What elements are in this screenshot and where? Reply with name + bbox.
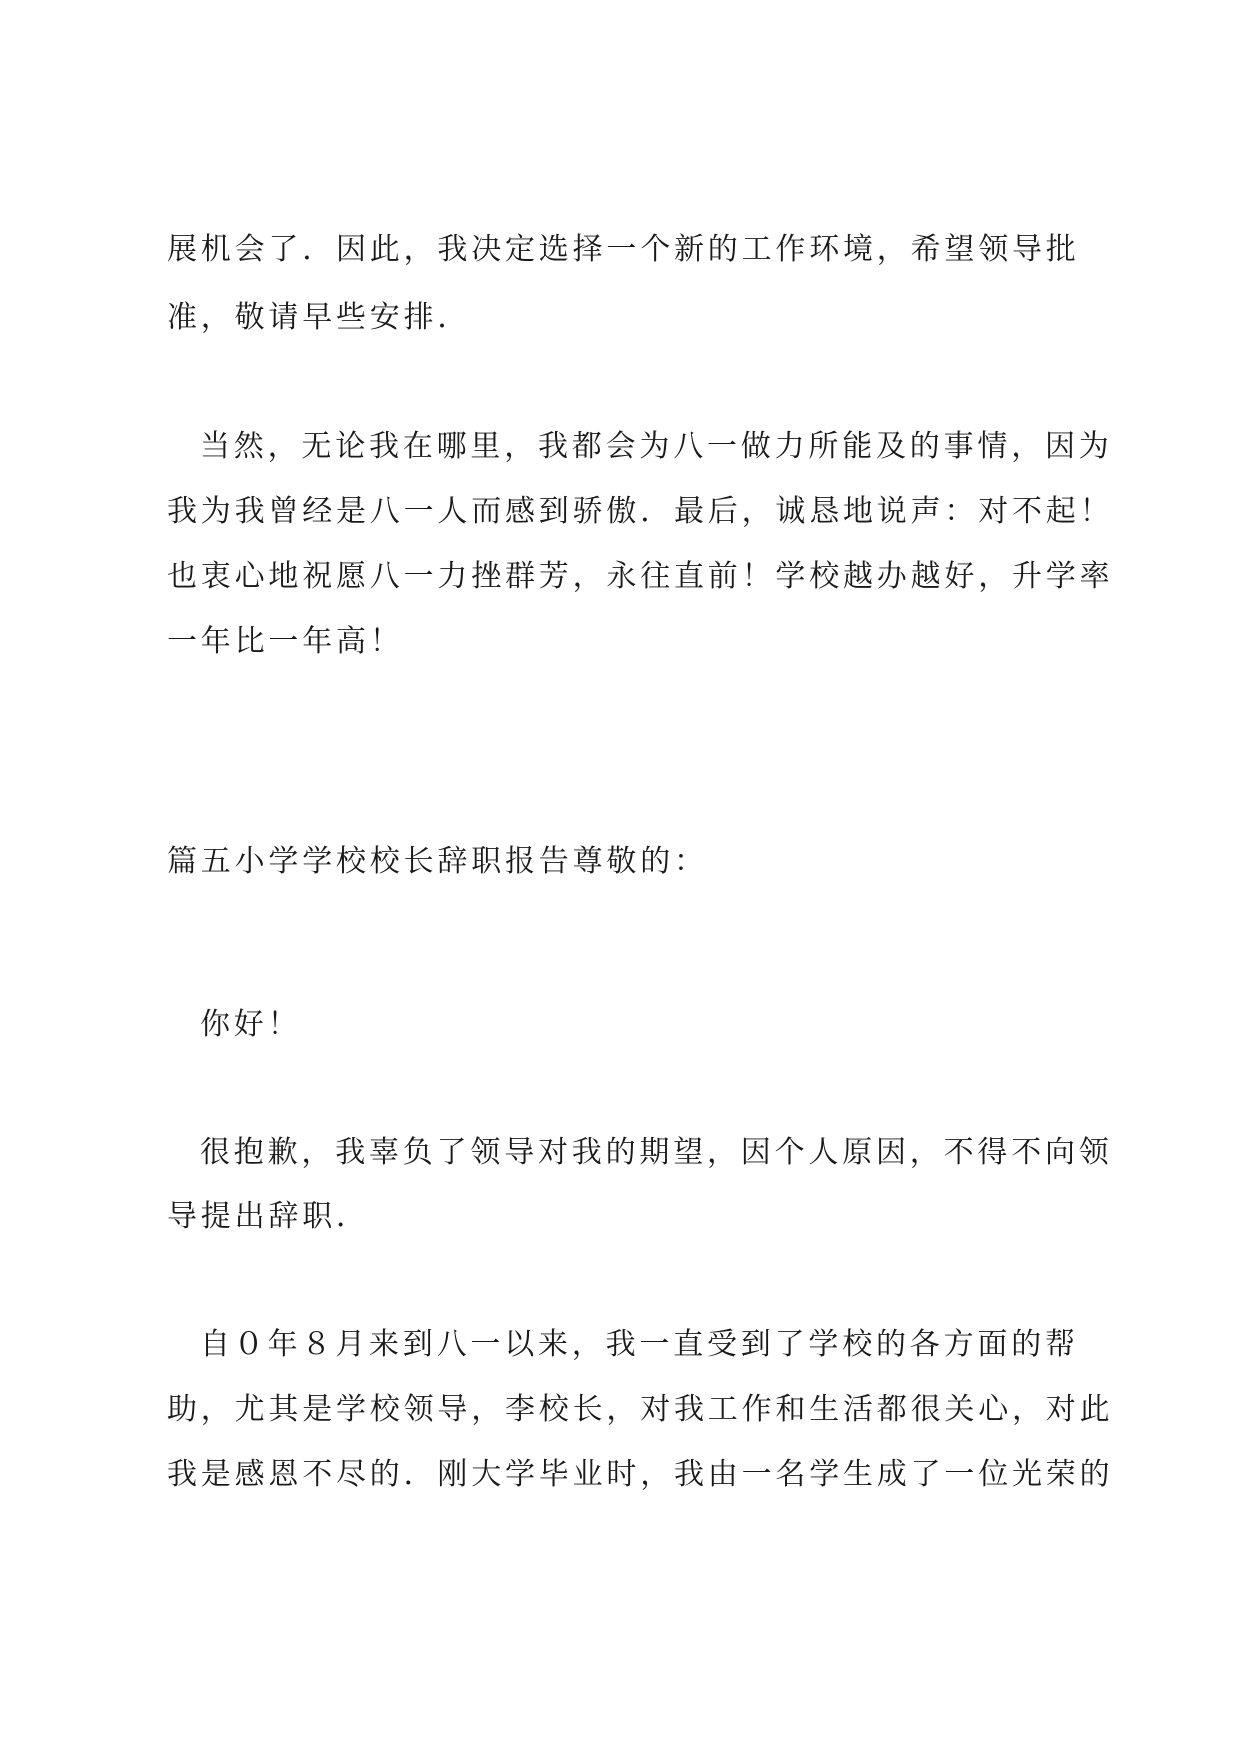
paragraph-2-line-3: 也衷心地祝愿八一力挫群芳，永往直前！学校越办越好，升学率 — [167, 559, 1114, 594]
paragraph-2-line-4: 一年比一年高！ — [167, 624, 404, 659]
paragraph-5-line-1: 很抱歉，我辜负了领导对我的期望，因个人原因，不得不向领 — [200, 1135, 1113, 1170]
paragraph-6-line-3: 我是感恩不尽的．刚大学毕业时，我由一名学生成了一位光荣的 — [167, 1457, 1114, 1492]
paragraph-1-line-1: 展机会了．因此，我决定选择一个新的工作环境，希望领导批 — [167, 232, 1080, 267]
paragraph-5-line-2: 导提出辞职． — [167, 1199, 370, 1234]
paragraph-6-line-2: 助，尤其是学校领导，李校长，对我工作和生活都很关心，对此 — [167, 1392, 1114, 1427]
paragraph-1-line-2: 准，敬请早些安排． — [167, 300, 472, 335]
paragraph-6-line-1: 自０年８月来到八一以来，我一直受到了学校的各方面的帮 — [200, 1327, 1079, 1362]
section-heading: 篇五小学学校校长辞职报告尊敬的： — [167, 844, 708, 879]
paragraph-2-line-1: 当然，无论我在哪里，我都会为八一做力所能及的事情，因为 — [200, 429, 1113, 464]
greeting: 你好！ — [200, 1007, 302, 1042]
paragraph-2-line-2: 我为我曾经是八一人而感到骄傲．最后，诚恳地说声：对不起！ — [167, 494, 1114, 529]
